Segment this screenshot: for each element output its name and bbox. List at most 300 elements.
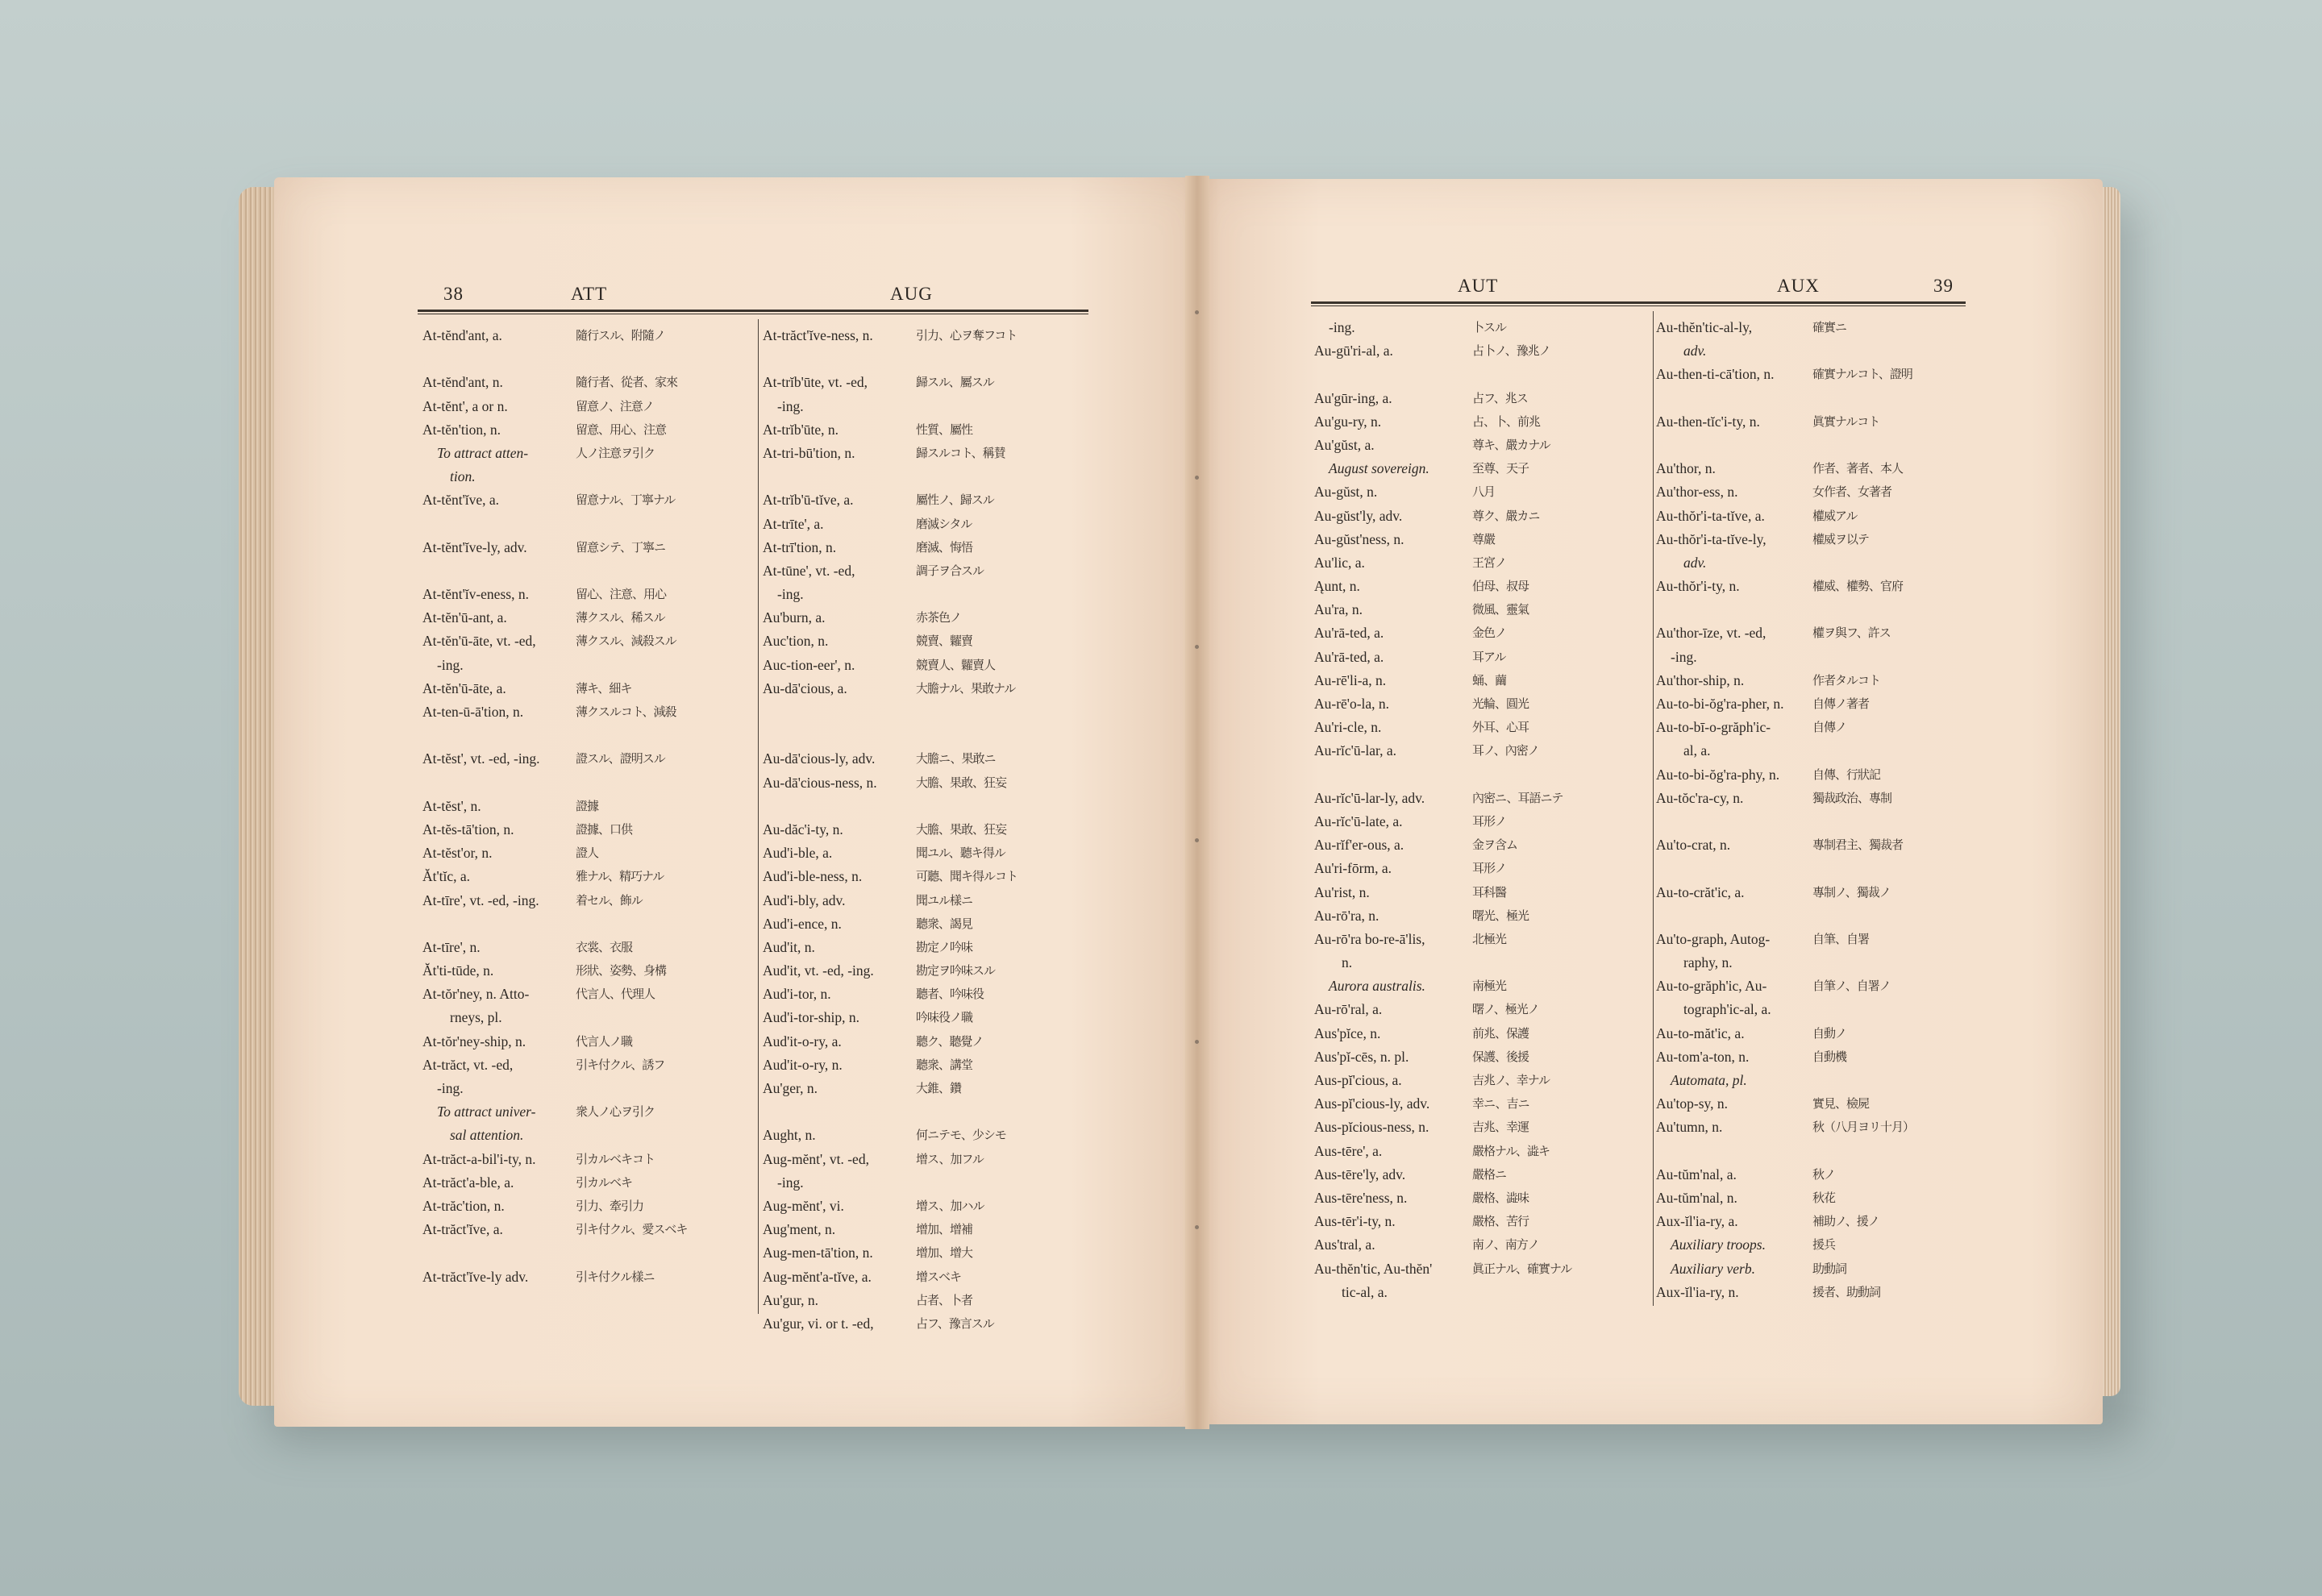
entry-headword: Au'ger, n. bbox=[763, 1080, 818, 1096]
entry-gloss bbox=[576, 724, 753, 747]
entry-headword: Au-to-grăph'ic, Au- bbox=[1656, 978, 1767, 995]
dictionary-entry bbox=[763, 724, 1085, 747]
entry-gloss: 吉兆ノ、幸ナル bbox=[1472, 1073, 1550, 1087]
entry-gloss: 引キ付クル、愛スベキ bbox=[576, 1222, 688, 1237]
dictionary-entry bbox=[763, 606, 1085, 630]
dictionary-entry bbox=[422, 677, 753, 700]
entry-gloss: 增ス、加フル bbox=[916, 1151, 984, 1166]
entry-headword: At-trăct-a-bil'i-ty, n. bbox=[422, 1150, 536, 1167]
entry-headword: Au-to-bī-o-grăph'ic- bbox=[1656, 719, 1771, 736]
dictionary-entry bbox=[763, 1241, 1085, 1265]
entry-headword: To attract atten- bbox=[437, 444, 529, 461]
entry-headword: At-tīre', vt. -ed, -ing. bbox=[422, 892, 539, 908]
dictionary-entry bbox=[763, 1148, 1085, 1171]
dictionary-entry bbox=[763, 465, 1085, 488]
dictionary-entry bbox=[1314, 316, 1651, 339]
dictionary-entry bbox=[763, 1266, 1085, 1289]
entry-gloss: 占、卜、前兆 bbox=[1472, 414, 1541, 429]
entry-headword bbox=[1656, 810, 1812, 833]
dictionary-entry bbox=[422, 983, 753, 1006]
dictionary-entry bbox=[1656, 457, 1966, 480]
dictionary-entry bbox=[422, 1266, 753, 1289]
dictionary-entry bbox=[1314, 1092, 1651, 1116]
entry-gloss bbox=[1812, 857, 1966, 880]
entry-gloss bbox=[1812, 739, 1966, 763]
entry-headword: raphy, n. bbox=[1683, 954, 1733, 971]
dictionary-entry bbox=[1314, 833, 1651, 857]
entry-headword: At-trăct'ĭve-ness, n. bbox=[763, 327, 873, 343]
entry-gloss: 自傳ノ bbox=[1812, 720, 1847, 735]
entry-gloss: 嚴格、澁味 bbox=[1472, 1190, 1529, 1205]
dictionary-entry bbox=[763, 418, 1085, 442]
entry-gloss: 補助ノ、援ノ bbox=[1812, 1214, 1879, 1229]
dictionary-entry bbox=[1314, 763, 1651, 787]
entry-gloss: 伯母、叔母 bbox=[1472, 579, 1529, 594]
entry-headword: At-tŏr'ney, n. Atto- bbox=[422, 986, 530, 1003]
entry-headword: Au-to-crăt'ic, a. bbox=[1656, 883, 1745, 900]
gutter-mark bbox=[1195, 1225, 1199, 1229]
entry-headword bbox=[1656, 387, 1812, 410]
dictionary-entry bbox=[1656, 669, 1966, 692]
entry-headword bbox=[422, 347, 576, 371]
dictionary-entry bbox=[1314, 387, 1651, 410]
entry-gloss: 吉兆、幸運 bbox=[1472, 1120, 1529, 1135]
dictionary-entry bbox=[1656, 387, 1966, 410]
entry-gloss: 競賣人、糶賣人 bbox=[916, 657, 996, 672]
entry-gloss: 援者、助動詞 bbox=[1812, 1284, 1881, 1299]
dictionary-entry bbox=[422, 1006, 753, 1029]
entry-gloss bbox=[916, 347, 1085, 371]
entry-gloss: 尊キ、嚴カナル bbox=[1472, 437, 1550, 452]
dictionary-entry bbox=[763, 983, 1085, 1006]
entry-headword: Aud'i-tor, n. bbox=[763, 986, 831, 1003]
entry-gloss: 大膽ニ、果敢ニ bbox=[916, 751, 996, 767]
dictionary-entry bbox=[422, 1100, 753, 1124]
entry-gloss: 自筆、自署 bbox=[1812, 931, 1870, 946]
entry-gloss: 權威、權勢、官府 bbox=[1812, 579, 1904, 594]
entry-headword: adv. bbox=[1683, 554, 1707, 571]
entry-gloss: 磨滅シタル bbox=[916, 516, 972, 531]
entry-headword: Aud'it-o-ry, a. bbox=[763, 1033, 842, 1049]
entry-gloss: 幸ニ、吉ニ bbox=[1472, 1096, 1529, 1112]
entry-headword: At-trĭb'ūte, vt. -ed, bbox=[763, 374, 868, 391]
entry-gloss: 證據 bbox=[576, 798, 599, 813]
entry-gloss bbox=[916, 395, 1085, 418]
entry-headword bbox=[1656, 904, 1812, 928]
entry-gloss bbox=[576, 465, 753, 488]
dictionary-entry bbox=[763, 559, 1085, 583]
entry-headword: Au-rĭc'ū-lar, a. bbox=[1314, 742, 1397, 759]
entry-headword: tion. bbox=[450, 468, 476, 485]
entry-gloss: 歸スル、屬スル bbox=[916, 375, 994, 390]
gutter-mark bbox=[1195, 1040, 1199, 1044]
entry-gloss: 作者、著者、本人 bbox=[1812, 461, 1904, 476]
entry-headword: Au'gūr-ing, a. bbox=[1314, 389, 1392, 406]
entry-gloss: 金ヲ含ム bbox=[1472, 837, 1518, 853]
entry-gloss bbox=[576, 513, 753, 536]
entry-gloss bbox=[916, 724, 1085, 747]
entry-gloss: 嚴格、苦行 bbox=[1472, 1214, 1529, 1229]
entry-gloss bbox=[1812, 434, 1966, 457]
entry-headword: -ing. bbox=[777, 586, 804, 603]
entry-gloss: 薄キ、細キ bbox=[576, 680, 632, 696]
dictionary-entry bbox=[763, 959, 1085, 983]
entry-gloss bbox=[576, 347, 753, 371]
entry-headword: Auc-tion-eer', n. bbox=[763, 656, 855, 673]
right-head-rule-thin bbox=[1311, 305, 1966, 306]
entry-gloss: 耳形ノ bbox=[1472, 813, 1507, 829]
entry-gloss: 耳アル bbox=[1472, 649, 1506, 664]
entry-headword: tograph'ic-al, a. bbox=[1683, 1001, 1771, 1018]
entry-gloss: 聽者、吟味役 bbox=[916, 987, 984, 1002]
entry-headword: Au-gŭst'ly, adv. bbox=[1314, 507, 1403, 524]
entry-gloss bbox=[1472, 1281, 1651, 1304]
dictionary-entry bbox=[422, 889, 753, 912]
entry-gloss: 性質、屬性 bbox=[916, 422, 973, 437]
entry-gloss bbox=[576, 1241, 753, 1265]
entry-gloss: 秋ノ bbox=[1812, 1166, 1836, 1182]
dictionary-entry bbox=[1656, 810, 1966, 833]
dictionary-entry bbox=[1656, 621, 1966, 645]
entry-headword: -ing. bbox=[437, 1080, 464, 1096]
dictionary-entry bbox=[1314, 339, 1651, 363]
entry-gloss bbox=[1812, 1140, 1966, 1163]
right-page-number: 39 bbox=[1933, 276, 1954, 296]
entry-gloss: 人ノ注意ヲ引ク bbox=[576, 445, 655, 460]
dictionary-entry bbox=[1656, 1092, 1966, 1116]
dictionary-entry bbox=[763, 536, 1085, 559]
dictionary-entry bbox=[422, 795, 753, 818]
entry-gloss bbox=[916, 700, 1085, 724]
dictionary-entry bbox=[422, 536, 753, 559]
dictionary-entry bbox=[1656, 857, 1966, 880]
entry-headword: At-tĕn'ū-āte, vt. -ed, bbox=[422, 633, 536, 650]
left-column-divider bbox=[758, 319, 759, 1314]
dictionary-entry bbox=[422, 395, 753, 418]
dictionary-entry bbox=[1314, 1022, 1651, 1045]
dictionary-entry bbox=[763, 771, 1085, 795]
dictionary-entry bbox=[422, 371, 753, 394]
entry-gloss: 留意ナル、丁寧ナル bbox=[576, 493, 676, 508]
entry-gloss: 金色ノ bbox=[1472, 626, 1507, 641]
dictionary-entry bbox=[1314, 1210, 1651, 1233]
entry-gloss bbox=[576, 1077, 753, 1100]
entry-headword: Aud'it-o-ry, n. bbox=[763, 1056, 843, 1073]
dictionary-entry bbox=[1656, 763, 1966, 787]
entry-headword bbox=[422, 771, 576, 795]
dictionary-entry bbox=[1314, 1187, 1651, 1210]
dictionary-entry bbox=[1314, 904, 1651, 928]
entry-headword: At-ten-ū-ā'tion, n. bbox=[422, 704, 524, 720]
left-column-1 bbox=[422, 324, 753, 1289]
dictionary-entry bbox=[763, 677, 1085, 700]
entry-gloss: 屬性ノ、歸スル bbox=[916, 493, 994, 508]
entry-gloss: 競賣、糶賣 bbox=[916, 634, 973, 649]
entry-headword: Au-gŭst, n. bbox=[1314, 484, 1378, 501]
entry-gloss: 八月 bbox=[1472, 484, 1496, 500]
dictionary-entry bbox=[422, 324, 753, 347]
dictionary-entry bbox=[763, 818, 1085, 842]
entry-headword: Au-dăc'i-ty, n. bbox=[763, 821, 843, 837]
entry-headword: At-tĕn'tion, n. bbox=[422, 421, 501, 438]
entry-gloss: 薄クスル、減殺スル bbox=[576, 634, 676, 649]
entry-headword: At-trăct'ĭve, a. bbox=[422, 1221, 503, 1238]
entry-headword: Aus'pĭce, n. bbox=[1314, 1025, 1381, 1041]
entry-gloss bbox=[576, 1006, 753, 1029]
entry-gloss: 隨行者、從者、家來 bbox=[576, 375, 678, 390]
dictionary-entry bbox=[422, 1148, 753, 1171]
dictionary-entry bbox=[422, 842, 753, 865]
left-head-right: AUG bbox=[890, 284, 933, 304]
entry-gloss: 自動機 bbox=[1812, 1049, 1847, 1064]
dictionary-entry bbox=[1314, 810, 1651, 833]
entry-gloss bbox=[916, 465, 1085, 488]
entry-gloss: 增加、增補 bbox=[916, 1222, 973, 1237]
dictionary-entry bbox=[422, 865, 753, 888]
dictionary-entry bbox=[1656, 480, 1966, 504]
dictionary-entry bbox=[422, 654, 753, 677]
dictionary-entry bbox=[1314, 434, 1651, 457]
entry-gloss bbox=[576, 771, 753, 795]
entry-headword: Au'rā-ted, a. bbox=[1314, 648, 1384, 665]
dictionary-entry bbox=[1656, 1281, 1966, 1304]
entry-gloss: 耳形ノ bbox=[1472, 861, 1507, 876]
entry-headword bbox=[763, 795, 916, 818]
entry-gloss: 着セル、飾ル bbox=[576, 892, 643, 908]
entry-headword bbox=[1656, 598, 1812, 621]
right-column-2 bbox=[1656, 316, 1966, 1304]
dictionary-entry bbox=[422, 724, 753, 747]
dictionary-entry bbox=[763, 1312, 1085, 1336]
entry-gloss bbox=[1812, 551, 1966, 575]
entry-headword: Aux-ĭl'ia-ry, a. bbox=[1656, 1213, 1738, 1230]
entry-headword: Au'lic, a. bbox=[1314, 554, 1365, 571]
entry-gloss: 占フ、兆ス bbox=[1472, 390, 1528, 405]
entry-headword: Au-rē'o-la, n. bbox=[1314, 696, 1390, 712]
entry-gloss: 占卜ノ、豫兆ノ bbox=[1472, 343, 1550, 359]
dictionary-entry bbox=[763, 1030, 1085, 1054]
dictionary-entry bbox=[763, 1195, 1085, 1218]
dictionary-entry bbox=[422, 936, 753, 959]
dictionary-entry bbox=[1656, 528, 1966, 551]
entry-gloss: 薄クスル、稀スル bbox=[576, 610, 665, 626]
entry-headword: At-tūne', vt. -ed, bbox=[763, 562, 855, 579]
entry-gloss: 保護、後援 bbox=[1472, 1049, 1529, 1064]
dictionary-entry bbox=[422, 606, 753, 630]
entry-headword: Au'ra, n. bbox=[1314, 601, 1363, 618]
entry-headword: At-tĕst', n. bbox=[422, 797, 481, 814]
entry-headword: Auxiliary verb. bbox=[1671, 1260, 1755, 1277]
entry-headword bbox=[763, 1100, 916, 1124]
entry-headword: At-tĕnd'ant, n. bbox=[422, 374, 503, 391]
gutter-mark bbox=[1195, 645, 1199, 649]
dictionary-entry bbox=[1314, 505, 1651, 528]
entry-headword: August sovereign. bbox=[1329, 460, 1429, 477]
dictionary-entry bbox=[1656, 363, 1966, 386]
entry-headword: n. bbox=[1342, 954, 1353, 971]
dictionary-entry bbox=[422, 1030, 753, 1054]
dictionary-entry bbox=[763, 1289, 1085, 1312]
dictionary-entry bbox=[763, 324, 1085, 347]
entry-headword bbox=[422, 1241, 576, 1265]
entry-headword: adv. bbox=[1683, 343, 1707, 360]
entry-gloss: 曙光、極光 bbox=[1472, 908, 1529, 923]
left-head-rule bbox=[418, 310, 1088, 312]
dictionary-entry bbox=[1314, 1163, 1651, 1187]
dictionary-entry bbox=[1656, 1163, 1966, 1187]
entry-gloss: 聽衆、謁見 bbox=[916, 916, 973, 931]
entry-headword: At-tĕnt'ĭve-ly, adv. bbox=[422, 538, 527, 555]
entry-headword: Au'tumn, n. bbox=[1656, 1119, 1723, 1136]
dictionary-entry bbox=[1314, 1233, 1651, 1257]
entry-headword: Aud'it, n. bbox=[763, 938, 815, 955]
entry-gloss: 增加、增大 bbox=[916, 1245, 973, 1261]
entry-headword: Aus-pĭ'cious-ly, adv. bbox=[1314, 1095, 1430, 1112]
entry-headword: Ąunt, n. bbox=[1314, 578, 1360, 595]
entry-gloss: 權威アル bbox=[1812, 508, 1858, 523]
entry-headword: Au-rĭc'ū-late, a. bbox=[1314, 813, 1403, 829]
dictionary-entry bbox=[1314, 457, 1651, 480]
entry-gloss bbox=[1812, 598, 1966, 621]
dictionary-entry bbox=[1656, 1022, 1966, 1045]
dictionary-entry bbox=[422, 465, 753, 488]
entry-headword: At-trī'tion, n. bbox=[763, 538, 837, 555]
entry-gloss: 聽衆、講堂 bbox=[916, 1057, 973, 1072]
entry-gloss: 證スル、證明スル bbox=[576, 751, 665, 767]
dictionary-entry bbox=[422, 700, 753, 724]
entry-headword: Aud'it, vt. -ed, -ing. bbox=[763, 962, 874, 979]
entry-gloss bbox=[916, 795, 1085, 818]
entry-headword: Au-dā'cious-ly, adv. bbox=[763, 750, 876, 767]
dictionary-entry bbox=[422, 747, 753, 771]
dictionary-entry bbox=[1656, 904, 1966, 928]
entry-gloss: 確實ニ bbox=[1812, 320, 1847, 335]
entry-headword: At-trăc'tion, n. bbox=[422, 1197, 505, 1214]
dictionary-entry bbox=[763, 889, 1085, 912]
entry-gloss: 援兵 bbox=[1812, 1237, 1836, 1253]
dictionary-entry bbox=[763, 747, 1085, 771]
entry-gloss bbox=[916, 1171, 1085, 1195]
entry-gloss: 尊ク、嚴カニ bbox=[1472, 508, 1540, 523]
entry-gloss: 秋（八月ヨリ十月） bbox=[1812, 1120, 1915, 1135]
entry-headword: Au-rō'ra bo-re-ā'lis, bbox=[1314, 930, 1425, 947]
entry-gloss: 隨行スル、附隨ノ bbox=[576, 328, 665, 343]
entry-gloss: 證據、口供 bbox=[576, 821, 633, 837]
entry-headword bbox=[763, 465, 916, 488]
entry-gloss bbox=[576, 654, 753, 677]
dictionary-entry bbox=[1656, 505, 1966, 528]
entry-headword: Aug'ment, n. bbox=[763, 1221, 836, 1238]
entry-gloss: 薄クスルコト、減殺 bbox=[576, 704, 676, 719]
dictionary-entry bbox=[1656, 646, 1966, 669]
entry-headword: To attract univer- bbox=[437, 1103, 536, 1120]
entry-headword: Au'gu-ry, n. bbox=[1314, 413, 1382, 430]
dictionary-entry bbox=[422, 559, 753, 583]
entry-gloss: 秋花 bbox=[1812, 1190, 1836, 1205]
entry-headword: At-trăct, vt. -ed, bbox=[422, 1056, 514, 1073]
entry-headword: Au'thor-ess, n. bbox=[1656, 484, 1738, 501]
dictionary-entry bbox=[422, 347, 753, 371]
entry-headword bbox=[1656, 857, 1812, 880]
dictionary-entry bbox=[1656, 1069, 1966, 1092]
dictionary-entry bbox=[1656, 1187, 1966, 1210]
entry-gloss: 外耳、心耳 bbox=[1472, 720, 1529, 735]
entry-headword: At-tīre', n. bbox=[422, 938, 481, 955]
entry-headword: Aus-tēre'ly, adv. bbox=[1314, 1166, 1406, 1182]
entry-headword: Au'ri-fōrm, a. bbox=[1314, 860, 1392, 877]
entry-headword: At-tĕst'or, n. bbox=[422, 845, 493, 862]
dictionary-entry bbox=[763, 795, 1085, 818]
entry-headword: Au'thor, n. bbox=[1656, 460, 1716, 477]
dictionary-entry bbox=[763, 936, 1085, 959]
entry-headword: Au-rĭf'er-ous, a. bbox=[1314, 837, 1404, 854]
entry-headword: At-tĕnd'ant, a. bbox=[422, 327, 502, 343]
gutter-mark bbox=[1195, 838, 1199, 842]
entry-gloss: 確實ナルコト、證明 bbox=[1812, 367, 1912, 382]
entry-headword: At-tĕn'ū-ant, a. bbox=[422, 609, 507, 626]
dictionary-entry bbox=[422, 442, 753, 465]
entry-headword: Aug-mĕnt', vi. bbox=[763, 1197, 844, 1214]
entry-headword: Ăt'ti-tūde, n. bbox=[422, 962, 494, 979]
entry-headword: Aurora australis. bbox=[1329, 978, 1425, 995]
entry-headword: Aud'i-ble-ness, n. bbox=[763, 868, 863, 885]
dictionary-entry bbox=[1314, 669, 1651, 692]
entry-gloss: 聽ク、聽覺ノ bbox=[916, 1033, 984, 1049]
entry-gloss: 至尊、天子 bbox=[1472, 461, 1529, 476]
entry-headword: Aus-tēre'ness, n. bbox=[1314, 1189, 1408, 1206]
entry-headword: Au-rō'ra, n. bbox=[1314, 907, 1379, 924]
entry-headword: Au-then-ti-cā'tion, n. bbox=[1656, 366, 1775, 383]
dictionary-entry bbox=[1656, 551, 1966, 575]
dictionary-entry bbox=[763, 1171, 1085, 1195]
entry-gloss bbox=[1812, 951, 1966, 975]
entry-gloss: 占フ、豫言スル bbox=[916, 1315, 994, 1331]
dictionary-entry bbox=[1656, 598, 1966, 621]
entry-gloss: 留心、注意、用心 bbox=[576, 587, 667, 602]
dictionary-entry bbox=[422, 488, 753, 512]
dictionary-entry bbox=[763, 1054, 1085, 1077]
entry-headword: Aus-tēr'i-ty, n. bbox=[1314, 1213, 1396, 1230]
dictionary-entry bbox=[1314, 363, 1651, 386]
entry-gloss: 代言人、代理人 bbox=[576, 987, 655, 1002]
dictionary-entry bbox=[422, 1124, 753, 1147]
dictionary-entry bbox=[1656, 575, 1966, 598]
dictionary-entry bbox=[1656, 951, 1966, 975]
entry-gloss: 歸スルコト、稱賛 bbox=[916, 445, 1005, 460]
entry-headword: -ing. bbox=[777, 397, 804, 414]
dictionary-entry bbox=[763, 630, 1085, 653]
entry-headword: Au'gur, vi. or t. -ed, bbox=[763, 1315, 874, 1332]
entry-gloss: 眞實ナルコト bbox=[1812, 414, 1880, 429]
entry-gloss: 雅ナル、精巧ナル bbox=[576, 869, 664, 884]
dictionary-entry bbox=[763, 1077, 1085, 1100]
entry-headword: Automata, pl. bbox=[1671, 1072, 1747, 1088]
entry-headword: At-tĕnt'ĭv-eness, n. bbox=[422, 586, 529, 603]
entry-gloss: 衣裳、衣服 bbox=[576, 939, 633, 954]
entry-gloss: 大膽、果敢、狂妄 bbox=[916, 821, 1007, 837]
dictionary-entry bbox=[1314, 1257, 1651, 1281]
entry-gloss: 大膽ナル、果敢ナル bbox=[916, 680, 1016, 696]
dictionary-entry bbox=[763, 700, 1085, 724]
left-page-number: 38 bbox=[443, 284, 464, 304]
entry-gloss: 自筆ノ、自署ノ bbox=[1812, 979, 1891, 994]
entry-headword bbox=[1656, 1140, 1812, 1163]
entry-gloss: 勘定ヲ吟味スル bbox=[916, 963, 996, 979]
entry-headword bbox=[422, 513, 576, 536]
entry-headword: Ăt'tĭc, a. bbox=[422, 868, 471, 885]
entry-headword: Au'gur, n. bbox=[763, 1291, 819, 1308]
dictionary-entry bbox=[1656, 881, 1966, 904]
